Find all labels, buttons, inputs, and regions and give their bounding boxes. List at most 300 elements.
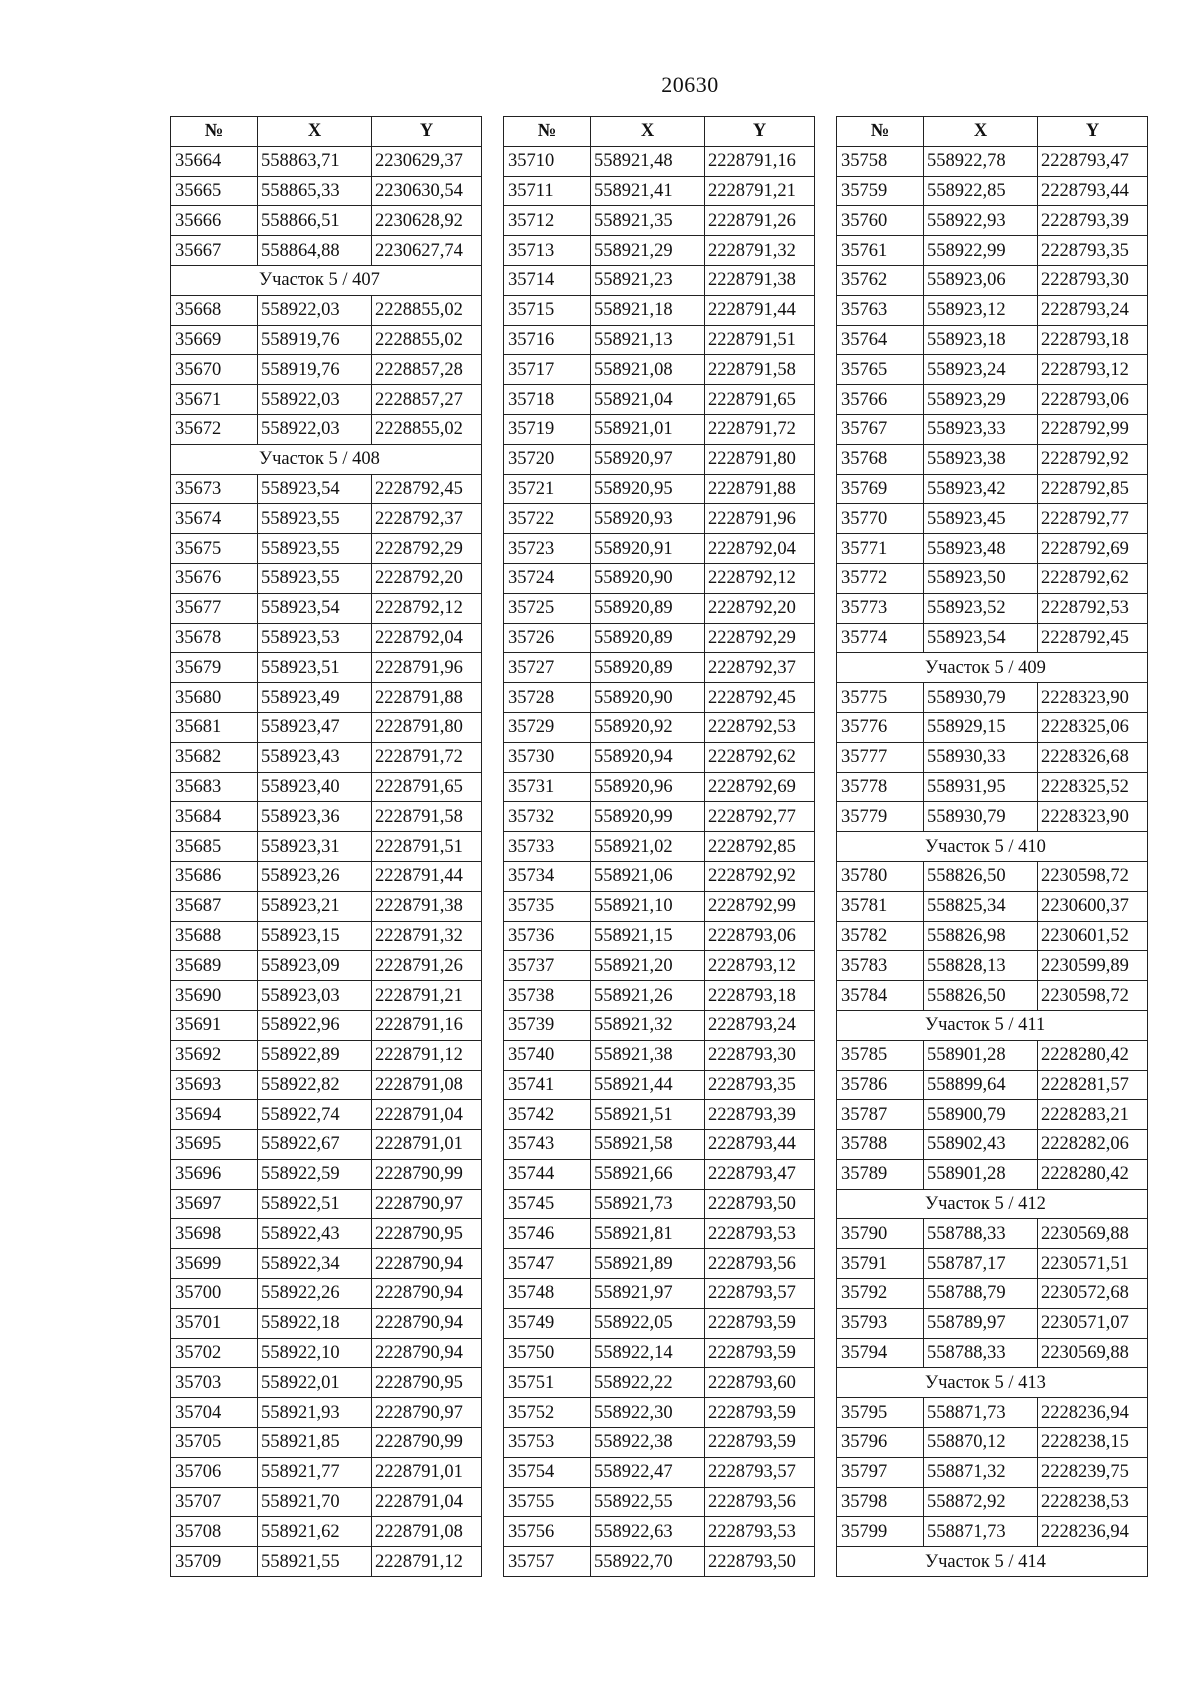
- x-coordinate-cell: 558922,47: [591, 1457, 705, 1487]
- y-coordinate-cell: 2228792,99: [705, 891, 815, 921]
- y-coordinate-cell: 2228793,47: [705, 1159, 815, 1189]
- point-number-cell: 35710: [504, 146, 591, 176]
- table-row: [504, 1368, 815, 1398]
- table-row: [171, 563, 482, 593]
- y-coordinate-cell: 2228236,94: [1038, 1398, 1148, 1428]
- y-coordinate-cell: 2228791,44: [705, 295, 815, 325]
- y-coordinate-cell: 2228791,72: [705, 414, 815, 444]
- table-row: [504, 563, 815, 593]
- y-coordinate-cell: 2228793,35: [705, 1070, 815, 1100]
- table-row: [504, 1100, 815, 1130]
- point-number-cell: 35788: [837, 1130, 924, 1160]
- x-coordinate-cell: 558923,54: [924, 623, 1038, 653]
- point-number-cell: 35785: [837, 1040, 924, 1070]
- y-coordinate-cell: 2228792,37: [705, 653, 815, 683]
- point-number-cell: 35726: [504, 623, 591, 653]
- point-number-cell: 35698: [171, 1219, 258, 1249]
- table-row: [171, 981, 482, 1011]
- y-coordinate-cell: 2228236,94: [1038, 1517, 1148, 1547]
- y-coordinate-cell: 2228792,29: [372, 534, 482, 564]
- x-coordinate-cell: 558922,01: [258, 1368, 372, 1398]
- point-number-cell: 35749: [504, 1308, 591, 1338]
- point-number-cell: 35761: [837, 236, 924, 266]
- y-coordinate-cell: 2230627,74: [372, 236, 482, 266]
- y-coordinate-cell: 2228793,50: [705, 1547, 815, 1577]
- y-coordinate-cell: 2230601,52: [1038, 921, 1148, 951]
- point-number-cell: 35703: [171, 1368, 258, 1398]
- y-coordinate-cell: 2228793,59: [705, 1338, 815, 1368]
- y-coordinate-cell: 2228790,94: [372, 1338, 482, 1368]
- x-coordinate-cell: 558921,02: [591, 832, 705, 862]
- table-row: [171, 683, 482, 713]
- table-row: [837, 1338, 1148, 1368]
- x-coordinate-cell: 558921,38: [591, 1040, 705, 1070]
- y-coordinate-cell: 2228857,28: [372, 355, 482, 385]
- table-row: [837, 951, 1148, 981]
- y-coordinate-cell: 2228791,88: [705, 474, 815, 504]
- x-coordinate-cell: 558921,26: [591, 981, 705, 1011]
- point-number-cell: 35681: [171, 712, 258, 742]
- y-coordinate-cell: 2228791,88: [372, 683, 482, 713]
- point-number-cell: 35744: [504, 1159, 591, 1189]
- x-coordinate-cell: 558923,33: [924, 414, 1038, 444]
- point-number-cell: 35679: [171, 653, 258, 683]
- section-title: Участок 5 / 412: [837, 1189, 1148, 1219]
- y-coordinate-cell: 2228790,95: [372, 1368, 482, 1398]
- table-row: [171, 355, 482, 385]
- y-coordinate-cell: 2228792,12: [705, 563, 815, 593]
- table-row: [837, 1487, 1148, 1517]
- table-row: [837, 891, 1148, 921]
- table-row: [171, 951, 482, 981]
- y-coordinate-cell: 2228793,12: [1038, 355, 1148, 385]
- point-number-cell: 35704: [171, 1398, 258, 1428]
- y-coordinate-cell: 2228792,92: [1038, 444, 1148, 474]
- x-coordinate-cell: 558922,05: [591, 1308, 705, 1338]
- point-number-cell: 35752: [504, 1398, 591, 1428]
- point-number-cell: 35670: [171, 355, 258, 385]
- y-coordinate-cell: 2230598,72: [1038, 981, 1148, 1011]
- x-coordinate-cell: 558921,41: [591, 176, 705, 206]
- point-number-cell: 35734: [504, 861, 591, 891]
- point-number-cell: 35723: [504, 534, 591, 564]
- y-coordinate-cell: 2228793,60: [705, 1368, 815, 1398]
- y-coordinate-cell: 2228791,12: [372, 1040, 482, 1070]
- point-number-cell: 35690: [171, 981, 258, 1011]
- x-coordinate-cell: 558787,17: [924, 1249, 1038, 1279]
- x-coordinate-cell: 558920,89: [591, 593, 705, 623]
- x-coordinate-cell: 558921,85: [258, 1428, 372, 1458]
- y-coordinate-cell: 2228793,44: [1038, 176, 1148, 206]
- point-number-cell: 35700: [171, 1279, 258, 1309]
- table-row: [504, 1010, 815, 1040]
- table-row: [171, 832, 482, 862]
- y-coordinate-cell: 2228792,85: [1038, 474, 1148, 504]
- y-coordinate-cell: 2228791,12: [372, 1547, 482, 1577]
- x-coordinate-cell: 558921,06: [591, 861, 705, 891]
- y-coordinate-cell: 2230629,37: [372, 146, 482, 176]
- table-row: [504, 1130, 815, 1160]
- y-coordinate-cell: 2228855,02: [372, 325, 482, 355]
- x-coordinate-cell: 558920,89: [591, 623, 705, 653]
- point-number-cell: 35664: [171, 146, 258, 176]
- section-row: [837, 1010, 1148, 1040]
- table-row: [171, 802, 482, 832]
- x-coordinate-cell: 558923,09: [258, 951, 372, 981]
- point-number-cell: 35737: [504, 951, 591, 981]
- x-coordinate-cell: 558871,73: [924, 1398, 1038, 1428]
- point-number-cell: 35740: [504, 1040, 591, 1070]
- x-coordinate-cell: 558921,97: [591, 1279, 705, 1309]
- x-coordinate-cell: 558923,21: [258, 891, 372, 921]
- section-title: Участок 5 / 414: [837, 1547, 1148, 1577]
- x-coordinate-cell: 558922,26: [258, 1279, 372, 1309]
- x-coordinate-cell: 558921,18: [591, 295, 705, 325]
- y-coordinate-cell: 2228793,50: [705, 1189, 815, 1219]
- point-number-cell: 35790: [837, 1219, 924, 1249]
- section-title: Участок 5 / 410: [837, 832, 1148, 862]
- x-coordinate-cell: 558923,29: [924, 385, 1038, 415]
- y-coordinate-cell: 2228791,08: [372, 1517, 482, 1547]
- table-row: [504, 891, 815, 921]
- table-row: [837, 1100, 1148, 1130]
- x-coordinate-cell: 558923,51: [258, 653, 372, 683]
- section-title: Участок 5 / 408: [171, 444, 482, 474]
- table-row: [171, 1010, 482, 1040]
- point-number-cell: 35674: [171, 504, 258, 534]
- point-number-cell: 35720: [504, 444, 591, 474]
- y-coordinate-cell: 2228323,90: [1038, 683, 1148, 713]
- x-coordinate-cell: 558922,03: [258, 414, 372, 444]
- header-x: X: [924, 117, 1038, 147]
- x-coordinate-cell: 558922,03: [258, 385, 372, 415]
- table-row: [504, 1159, 815, 1189]
- table-row: [504, 1338, 815, 1368]
- table-row: [171, 474, 482, 504]
- x-coordinate-cell: 558921,44: [591, 1070, 705, 1100]
- table-row: [504, 1398, 815, 1428]
- table-row: [171, 206, 482, 236]
- table-row: [171, 1398, 482, 1428]
- table-row: [504, 712, 815, 742]
- table-row: [171, 653, 482, 683]
- table-row: [171, 385, 482, 415]
- point-number-cell: 35714: [504, 265, 591, 295]
- table-row: [837, 1249, 1148, 1279]
- x-coordinate-cell: 558923,26: [258, 861, 372, 891]
- table-row: [504, 534, 815, 564]
- table-row: [171, 1428, 482, 1458]
- x-coordinate-cell: 558921,08: [591, 355, 705, 385]
- x-coordinate-cell: 558923,53: [258, 623, 372, 653]
- y-coordinate-cell: 2228791,72: [372, 742, 482, 772]
- point-number-cell: 35759: [837, 176, 924, 206]
- y-coordinate-cell: 2228791,16: [705, 146, 815, 176]
- y-coordinate-cell: 2228791,58: [705, 355, 815, 385]
- table-row: [504, 1487, 815, 1517]
- table-row: [171, 1249, 482, 1279]
- table-row: [171, 1487, 482, 1517]
- y-coordinate-cell: 2228282,06: [1038, 1130, 1148, 1160]
- x-coordinate-cell: 558922,38: [591, 1428, 705, 1458]
- table-row: [837, 265, 1148, 295]
- y-coordinate-cell: 2228791,38: [372, 891, 482, 921]
- point-number-cell: 35753: [504, 1428, 591, 1458]
- header-x: X: [591, 117, 705, 147]
- x-coordinate-cell: 558923,54: [258, 593, 372, 623]
- point-number-cell: 35798: [837, 1487, 924, 1517]
- point-number-cell: 35725: [504, 593, 591, 623]
- table-row: [171, 1547, 482, 1577]
- section-row: [171, 265, 482, 295]
- point-number-cell: 35771: [837, 534, 924, 564]
- x-coordinate-cell: 558921,66: [591, 1159, 705, 1189]
- table-row: [837, 1308, 1148, 1338]
- y-coordinate-cell: 2228791,96: [705, 504, 815, 534]
- y-coordinate-cell: 2228793,59: [705, 1428, 815, 1458]
- table-row: [504, 265, 815, 295]
- table-row: [171, 1130, 482, 1160]
- y-coordinate-cell: 2228793,30: [705, 1040, 815, 1070]
- point-number-cell: 35793: [837, 1308, 924, 1338]
- x-coordinate-cell: 558923,54: [258, 474, 372, 504]
- y-coordinate-cell: 2228280,42: [1038, 1040, 1148, 1070]
- x-coordinate-cell: 558921,81: [591, 1219, 705, 1249]
- y-coordinate-cell: 2228793,06: [705, 921, 815, 951]
- x-coordinate-cell: 558826,50: [924, 861, 1038, 891]
- x-coordinate-cell: 558922,93: [924, 206, 1038, 236]
- y-coordinate-cell: 2230630,54: [372, 176, 482, 206]
- table-row: [504, 1070, 815, 1100]
- x-coordinate-cell: 558789,97: [924, 1308, 1038, 1338]
- coordinates-table-3: [836, 116, 1148, 1577]
- y-coordinate-cell: 2228793,53: [705, 1219, 815, 1249]
- section-row: [171, 444, 482, 474]
- point-number-cell: 35764: [837, 325, 924, 355]
- y-coordinate-cell: 2228793,56: [705, 1487, 815, 1517]
- y-coordinate-cell: 2228792,37: [372, 504, 482, 534]
- point-number-cell: 35709: [171, 1547, 258, 1577]
- table-row: [504, 683, 815, 713]
- section-title: Участок 5 / 409: [837, 653, 1148, 683]
- y-coordinate-cell: 2228792,45: [1038, 623, 1148, 653]
- point-number-cell: 35762: [837, 265, 924, 295]
- table-row: [504, 1428, 815, 1458]
- point-number-cell: 35786: [837, 1070, 924, 1100]
- header-no: №: [171, 117, 258, 147]
- y-coordinate-cell: 2228793,53: [705, 1517, 815, 1547]
- x-coordinate-cell: 558923,52: [924, 593, 1038, 623]
- y-coordinate-cell: 2228791,38: [705, 265, 815, 295]
- table-row: [171, 1219, 482, 1249]
- point-number-cell: 35728: [504, 683, 591, 713]
- x-coordinate-cell: 558902,43: [924, 1130, 1038, 1160]
- x-coordinate-cell: 558900,79: [924, 1100, 1038, 1130]
- y-coordinate-cell: 2228855,02: [372, 295, 482, 325]
- point-number-cell: 35789: [837, 1159, 924, 1189]
- y-coordinate-cell: 2228791,51: [705, 325, 815, 355]
- table-row: [837, 1517, 1148, 1547]
- table-header-row: [171, 117, 482, 147]
- table-row: [837, 921, 1148, 951]
- y-coordinate-cell: 2228857,27: [372, 385, 482, 415]
- table-row: [504, 981, 815, 1011]
- point-number-cell: 35699: [171, 1249, 258, 1279]
- x-coordinate-cell: 558920,92: [591, 712, 705, 742]
- y-coordinate-cell: 2228791,08: [372, 1070, 482, 1100]
- point-number-cell: 35678: [171, 623, 258, 653]
- point-number-cell: 35684: [171, 802, 258, 832]
- table-row: [837, 861, 1148, 891]
- table-row: [171, 1338, 482, 1368]
- point-number-cell: 35772: [837, 563, 924, 593]
- x-coordinate-cell: 558921,77: [258, 1457, 372, 1487]
- table-row: [504, 414, 815, 444]
- point-number-cell: 35735: [504, 891, 591, 921]
- x-coordinate-cell: 558919,76: [258, 355, 372, 385]
- x-coordinate-cell: 558921,15: [591, 921, 705, 951]
- table-row: [837, 444, 1148, 474]
- point-number-cell: 35708: [171, 1517, 258, 1547]
- point-number-cell: 35673: [171, 474, 258, 504]
- x-coordinate-cell: 558921,10: [591, 891, 705, 921]
- point-number-cell: 35765: [837, 355, 924, 385]
- x-coordinate-cell: 558870,12: [924, 1428, 1038, 1458]
- y-coordinate-cell: 2228280,42: [1038, 1159, 1148, 1189]
- x-coordinate-cell: 558921,48: [591, 146, 705, 176]
- table-row: [837, 981, 1148, 1011]
- point-number-cell: 35717: [504, 355, 591, 385]
- y-coordinate-cell: 2228793,24: [1038, 295, 1148, 325]
- point-number-cell: 35732: [504, 802, 591, 832]
- table-row: [504, 802, 815, 832]
- section-row: [837, 1189, 1148, 1219]
- x-coordinate-cell: 558826,98: [924, 921, 1038, 951]
- table-row: [837, 385, 1148, 415]
- table-row: [504, 176, 815, 206]
- x-coordinate-cell: 558920,96: [591, 772, 705, 802]
- y-coordinate-cell: 2228239,75: [1038, 1457, 1148, 1487]
- y-coordinate-cell: 2228790,94: [372, 1308, 482, 1338]
- y-coordinate-cell: 2228792,45: [372, 474, 482, 504]
- x-coordinate-cell: 558871,73: [924, 1517, 1038, 1547]
- point-number-cell: 35683: [171, 772, 258, 802]
- y-coordinate-cell: 2230599,89: [1038, 951, 1148, 981]
- table-row: [837, 1279, 1148, 1309]
- table-row: [504, 295, 815, 325]
- y-coordinate-cell: 2228323,90: [1038, 802, 1148, 832]
- y-coordinate-cell: 2228791,21: [705, 176, 815, 206]
- table-header-row: [837, 117, 1148, 147]
- point-number-cell: 35779: [837, 802, 924, 832]
- table-row: [504, 921, 815, 951]
- y-coordinate-cell: 2228793,06: [1038, 385, 1148, 415]
- table-row: [504, 385, 815, 415]
- y-coordinate-cell: 2228791,32: [705, 236, 815, 266]
- point-number-cell: 35667: [171, 236, 258, 266]
- table-row: [171, 534, 482, 564]
- coordinates-table-1: [170, 116, 482, 1577]
- table-row: [171, 891, 482, 921]
- table-row: [504, 1517, 815, 1547]
- x-coordinate-cell: 558901,28: [924, 1040, 1038, 1070]
- x-coordinate-cell: 558921,01: [591, 414, 705, 444]
- point-number-cell: 35777: [837, 742, 924, 772]
- point-number-cell: 35672: [171, 414, 258, 444]
- x-coordinate-cell: 558863,71: [258, 146, 372, 176]
- point-number-cell: 35781: [837, 891, 924, 921]
- point-number-cell: 35724: [504, 563, 591, 593]
- x-coordinate-cell: 558921,32: [591, 1010, 705, 1040]
- table-row: [171, 772, 482, 802]
- x-coordinate-cell: 558788,79: [924, 1279, 1038, 1309]
- table-row: [504, 1457, 815, 1487]
- point-number-cell: 35791: [837, 1249, 924, 1279]
- table-row: [837, 1070, 1148, 1100]
- point-number-cell: 35754: [504, 1457, 591, 1487]
- y-coordinate-cell: 2228793,57: [705, 1279, 815, 1309]
- y-coordinate-cell: 2228793,18: [705, 981, 815, 1011]
- table-row: [504, 861, 815, 891]
- section-row: [837, 832, 1148, 862]
- point-number-cell: 35712: [504, 206, 591, 236]
- x-coordinate-cell: 558865,33: [258, 176, 372, 206]
- x-coordinate-cell: 558923,38: [924, 444, 1038, 474]
- x-coordinate-cell: 558921,04: [591, 385, 705, 415]
- point-number-cell: 35747: [504, 1249, 591, 1279]
- point-number-cell: 35763: [837, 295, 924, 325]
- y-coordinate-cell: 2228793,12: [705, 951, 815, 981]
- y-coordinate-cell: 2228790,99: [372, 1159, 482, 1189]
- y-coordinate-cell: 2228792,20: [705, 593, 815, 623]
- point-number-cell: 35741: [504, 1070, 591, 1100]
- point-number-cell: 35718: [504, 385, 591, 415]
- point-number-cell: 35755: [504, 1487, 591, 1517]
- x-coordinate-cell: 558922,82: [258, 1070, 372, 1100]
- point-number-cell: 35696: [171, 1159, 258, 1189]
- x-coordinate-cell: 558921,89: [591, 1249, 705, 1279]
- y-coordinate-cell: 2228281,57: [1038, 1070, 1148, 1100]
- point-number-cell: 35731: [504, 772, 591, 802]
- table-row: [504, 951, 815, 981]
- y-coordinate-cell: 2228791,04: [372, 1487, 482, 1517]
- point-number-cell: 35733: [504, 832, 591, 862]
- table-row: [837, 683, 1148, 713]
- table-row: [837, 355, 1148, 385]
- y-coordinate-cell: 2228792,69: [1038, 534, 1148, 564]
- table-row: [837, 295, 1148, 325]
- table-row: [171, 742, 482, 772]
- x-coordinate-cell: 558920,99: [591, 802, 705, 832]
- table-row: [837, 772, 1148, 802]
- x-coordinate-cell: 558922,34: [258, 1249, 372, 1279]
- x-coordinate-cell: 558901,28: [924, 1159, 1038, 1189]
- section-title: Участок 5 / 411: [837, 1010, 1148, 1040]
- y-coordinate-cell: 2230569,88: [1038, 1338, 1148, 1368]
- point-number-cell: 35746: [504, 1219, 591, 1249]
- y-coordinate-cell: 2228791,51: [372, 832, 482, 862]
- x-coordinate-cell: 558929,15: [924, 712, 1038, 742]
- x-coordinate-cell: 558872,92: [924, 1487, 1038, 1517]
- x-coordinate-cell: 558923,55: [258, 563, 372, 593]
- y-coordinate-cell: 2228791,80: [372, 712, 482, 742]
- y-coordinate-cell: 2230571,07: [1038, 1308, 1148, 1338]
- table-row: [504, 444, 815, 474]
- y-coordinate-cell: 2228790,97: [372, 1189, 482, 1219]
- header-no: №: [504, 117, 591, 147]
- y-coordinate-cell: 2228791,58: [372, 802, 482, 832]
- point-number-cell: 35730: [504, 742, 591, 772]
